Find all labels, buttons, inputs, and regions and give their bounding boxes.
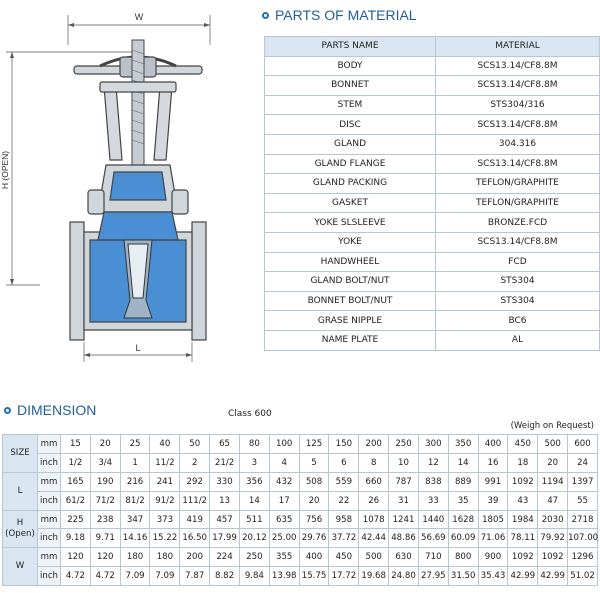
value-cell: 1296: [568, 548, 598, 567]
material-cell: SCS13.14/CF8.8M: [436, 232, 600, 252]
value-cell: 800: [448, 548, 478, 567]
value-cell: 17: [269, 491, 299, 510]
value-cell: 21/2: [210, 453, 240, 472]
parts-title-text: PARTS OF MATERIAL: [275, 7, 417, 23]
value-cell: 111/2: [180, 491, 210, 510]
value-cell: 55: [568, 491, 598, 510]
bullet-circle-icon: [4, 407, 11, 414]
value-cell: 61/2: [61, 491, 91, 510]
value-cell: 1194: [538, 472, 568, 491]
value-cell: 35: [448, 491, 478, 510]
part-name-cell: STEM: [265, 95, 436, 115]
dimension-row: [3, 510, 598, 529]
value-cell: 24.80: [389, 567, 419, 586]
value-cell: 47: [538, 491, 568, 510]
parts-row: [265, 311, 600, 331]
value-cell: 31.50: [448, 567, 478, 586]
weigh-note: (Weigh on Request): [510, 421, 594, 431]
part-name-cell: DISC: [265, 115, 436, 135]
value-cell: 165: [61, 472, 91, 491]
value-cell: 17.99: [210, 529, 240, 548]
unit-cell: mm: [38, 510, 61, 529]
value-cell: 7.87: [180, 567, 210, 586]
value-cell: 660: [359, 472, 389, 491]
material-cell: SCS13.14/CF8.8M: [436, 115, 600, 135]
bullet-circle-icon: [262, 12, 269, 19]
value-cell: 1092: [508, 472, 538, 491]
value-cell: 2718: [568, 510, 598, 529]
value-cell: 225: [61, 510, 91, 529]
value-cell: 1: [120, 453, 150, 472]
value-cell: 13: [210, 491, 240, 510]
value-cell: 630: [389, 548, 419, 567]
unit-cell: mm: [38, 472, 61, 491]
unit-cell: inch: [38, 567, 61, 586]
parts-row: [265, 272, 600, 292]
value-cell: 33: [418, 491, 448, 510]
value-cell: 330: [210, 472, 240, 491]
value-cell: 347: [120, 510, 150, 529]
value-cell: 710: [418, 548, 448, 567]
value-cell: 559: [329, 472, 359, 491]
parts-row: [265, 154, 600, 174]
value-cell: 200: [180, 548, 210, 567]
material-cell: STS304: [436, 291, 600, 311]
value-cell: 4.72: [61, 567, 91, 586]
material-cell: BC6: [436, 311, 600, 331]
value-cell: 14: [239, 491, 269, 510]
value-cell: 373: [150, 510, 180, 529]
value-cell: 355: [269, 548, 299, 567]
value-cell: 8: [359, 453, 389, 472]
value-cell: 9.18: [61, 529, 91, 548]
value-cell: 39: [478, 491, 508, 510]
value-cell: 180: [120, 548, 150, 567]
label-w: W: [134, 12, 144, 22]
value-cell: 80: [239, 435, 269, 454]
value-cell: 71.06: [478, 529, 508, 548]
parts-row: [265, 193, 600, 213]
label-l: L: [135, 343, 141, 353]
dimension-row: [3, 472, 598, 491]
parts-row: [265, 213, 600, 233]
value-cell: 350: [448, 435, 478, 454]
value-cell: 2: [180, 453, 210, 472]
value-cell: 6: [329, 453, 359, 472]
value-cell: 91/2: [150, 491, 180, 510]
value-cell: 16: [478, 453, 508, 472]
parts-row: [265, 232, 600, 252]
value-cell: 292: [180, 472, 210, 491]
value-cell: 1805: [478, 510, 508, 529]
value-cell: 3: [239, 453, 269, 472]
value-cell: 37.72: [329, 529, 359, 548]
value-cell: 10: [389, 453, 419, 472]
part-name-cell: GASKET: [265, 193, 436, 213]
gate-valve-diagram: [0, 0, 260, 370]
parts-name-header: PARTS NAME: [265, 37, 436, 57]
value-cell: 42.99: [538, 567, 568, 586]
value-cell: 5: [299, 453, 329, 472]
material-cell: FCD: [436, 252, 600, 272]
value-cell: 120: [90, 548, 120, 567]
part-name-cell: BONNET BOLT/NUT: [265, 291, 436, 311]
value-cell: 2030: [538, 510, 568, 529]
value-cell: 11/2: [150, 453, 180, 472]
value-cell: 500: [359, 548, 389, 567]
value-cell: 15: [61, 435, 91, 454]
dimension-row: [3, 491, 598, 510]
value-cell: 7.09: [120, 567, 150, 586]
part-name-cell: YOKE SLSLEEVE: [265, 213, 436, 233]
value-cell: 4.72: [90, 567, 120, 586]
value-cell: 787: [389, 472, 419, 491]
value-cell: 20.12: [239, 529, 269, 548]
value-cell: 991: [478, 472, 508, 491]
value-cell: 17.72: [329, 567, 359, 586]
part-name-cell: GLAND PACKING: [265, 174, 436, 194]
value-cell: 81/2: [120, 491, 150, 510]
value-cell: 224: [210, 548, 240, 567]
value-cell: 14: [448, 453, 478, 472]
value-cell: 238: [90, 510, 120, 529]
value-cell: 48.86: [389, 529, 419, 548]
value-cell: 40: [150, 435, 180, 454]
value-cell: 20: [299, 491, 329, 510]
value-cell: 958: [329, 510, 359, 529]
value-cell: 120: [61, 548, 91, 567]
parts-row: [265, 56, 600, 76]
value-cell: 500: [538, 435, 568, 454]
part-name-cell: HANDWHEEL: [265, 252, 436, 272]
parts-row: [265, 76, 600, 96]
material-cell: TEFLON/GRAPHITE: [436, 193, 600, 213]
dimension-param-cell: L: [3, 472, 38, 510]
parts-section-title: [262, 7, 417, 23]
dimension-param-cell: W: [3, 548, 38, 586]
value-cell: 25.00: [269, 529, 299, 548]
value-cell: 16.50: [180, 529, 210, 548]
value-cell: 511: [239, 510, 269, 529]
value-cell: 27.95: [418, 567, 448, 586]
value-cell: 756: [299, 510, 329, 529]
value-cell: 51.02: [568, 567, 598, 586]
parts-row: [265, 134, 600, 154]
dimension-row: [3, 453, 598, 472]
parts-row: [265, 330, 600, 350]
unit-cell: inch: [38, 453, 61, 472]
unit-cell: mm: [38, 435, 61, 454]
value-cell: 1092: [508, 548, 538, 567]
dimension-row: [3, 435, 598, 454]
value-cell: 432: [269, 472, 299, 491]
part-name-cell: NAME PLATE: [265, 330, 436, 350]
value-cell: 200: [359, 435, 389, 454]
value-cell: 9.84: [239, 567, 269, 586]
value-cell: 29.76: [299, 529, 329, 548]
value-cell: 1241: [389, 510, 419, 529]
value-cell: 25: [120, 435, 150, 454]
value-cell: 150: [329, 435, 359, 454]
value-cell: 889: [448, 472, 478, 491]
value-cell: 65: [210, 435, 240, 454]
parts-row: [265, 115, 600, 135]
value-cell: 56.69: [418, 529, 448, 548]
material-cell: SCS13.14/CF8.8M: [436, 154, 600, 174]
value-cell: 9.71: [90, 529, 120, 548]
value-cell: 15.22: [150, 529, 180, 548]
value-cell: 400: [299, 548, 329, 567]
value-cell: 107.00: [568, 529, 598, 548]
parts-row: [265, 174, 600, 194]
dimension-row: [3, 548, 598, 567]
value-cell: 7.09: [150, 567, 180, 586]
value-cell: 78.11: [508, 529, 538, 548]
value-cell: 1397: [568, 472, 598, 491]
value-cell: 1628: [448, 510, 478, 529]
material-cell: BRONZE.FCD: [436, 213, 600, 233]
unit-cell: mm: [38, 548, 61, 567]
value-cell: 20: [90, 435, 120, 454]
material-cell: 304.316: [436, 134, 600, 154]
value-cell: 356: [239, 472, 269, 491]
value-cell: 13.98: [269, 567, 299, 586]
part-name-cell: GLAND FLANGE: [265, 154, 436, 174]
dimension-param-cell: H (Open): [3, 510, 38, 548]
material-header: MATERIAL: [436, 37, 600, 57]
parts-row: [265, 291, 600, 311]
unit-cell: inch: [38, 491, 61, 510]
value-cell: 42.44: [359, 529, 389, 548]
material-cell: STS304: [436, 272, 600, 292]
value-cell: 35.43: [478, 567, 508, 586]
dimension-row: [3, 529, 598, 548]
part-name-cell: YOKE: [265, 232, 436, 252]
value-cell: 26: [359, 491, 389, 510]
dimension-param-cell: SIZE: [3, 435, 38, 473]
dimension-title-text: DIMENSION: [17, 402, 97, 418]
label-h: H (OPEN): [0, 150, 10, 190]
value-cell: 71/2: [90, 491, 120, 510]
value-cell: 3/4: [90, 453, 120, 472]
value-cell: 43: [508, 491, 538, 510]
value-cell: 419: [180, 510, 210, 529]
material-cell: AL: [436, 330, 600, 350]
value-cell: 635: [269, 510, 299, 529]
value-cell: 450: [329, 548, 359, 567]
parts-row: [265, 95, 600, 115]
dimension-section-title: [4, 402, 96, 418]
value-cell: 508: [299, 472, 329, 491]
value-cell: 250: [239, 548, 269, 567]
value-cell: 1984: [508, 510, 538, 529]
value-cell: 15.75: [299, 567, 329, 586]
value-cell: 1440: [418, 510, 448, 529]
part-name-cell: GLAND: [265, 134, 436, 154]
dimension-row: [3, 567, 598, 586]
value-cell: 31: [389, 491, 419, 510]
part-name-cell: BODY: [265, 56, 436, 76]
value-cell: 50: [180, 435, 210, 454]
value-cell: 900: [478, 548, 508, 567]
value-cell: 1078: [359, 510, 389, 529]
value-cell: 180: [150, 548, 180, 567]
material-cell: SCS13.14/CF8.8M: [436, 56, 600, 76]
value-cell: 838: [418, 472, 448, 491]
value-cell: 450: [508, 435, 538, 454]
value-cell: 125: [299, 435, 329, 454]
value-cell: 457: [210, 510, 240, 529]
value-cell: 22: [329, 491, 359, 510]
class-label: Class 600: [228, 409, 272, 419]
value-cell: 100: [269, 435, 299, 454]
value-cell: 4: [269, 453, 299, 472]
value-cell: 42.99: [508, 567, 538, 586]
parts-table: [264, 36, 600, 351]
value-cell: 14.16: [120, 529, 150, 548]
value-cell: 8.82: [210, 567, 240, 586]
value-cell: 190: [90, 472, 120, 491]
value-cell: 79.92: [538, 529, 568, 548]
value-cell: 600: [568, 435, 598, 454]
value-cell: 216: [120, 472, 150, 491]
value-cell: 1092: [538, 548, 568, 567]
value-cell: 18: [508, 453, 538, 472]
unit-cell: inch: [38, 529, 61, 548]
value-cell: 400: [478, 435, 508, 454]
material-cell: TEFLON/GRAPHITE: [436, 174, 600, 194]
value-cell: 250: [389, 435, 419, 454]
value-cell: 1/2: [61, 453, 91, 472]
parts-row: [265, 252, 600, 272]
value-cell: 300: [418, 435, 448, 454]
part-name-cell: GRASE NIPPLE: [265, 311, 436, 331]
value-cell: 60.09: [448, 529, 478, 548]
value-cell: 19.68: [359, 567, 389, 586]
material-cell: STS304/316: [436, 95, 600, 115]
value-cell: 20: [538, 453, 568, 472]
value-cell: 24: [568, 453, 598, 472]
parts-header-row: [265, 37, 600, 57]
dimension-table: [2, 434, 598, 586]
value-cell: 241: [150, 472, 180, 491]
material-cell: SCS13.14/CF8.8M: [436, 76, 600, 96]
value-cell: 12: [418, 453, 448, 472]
part-name-cell: BONNET: [265, 76, 436, 96]
part-name-cell: GLAND BOLT/NUT: [265, 272, 436, 292]
